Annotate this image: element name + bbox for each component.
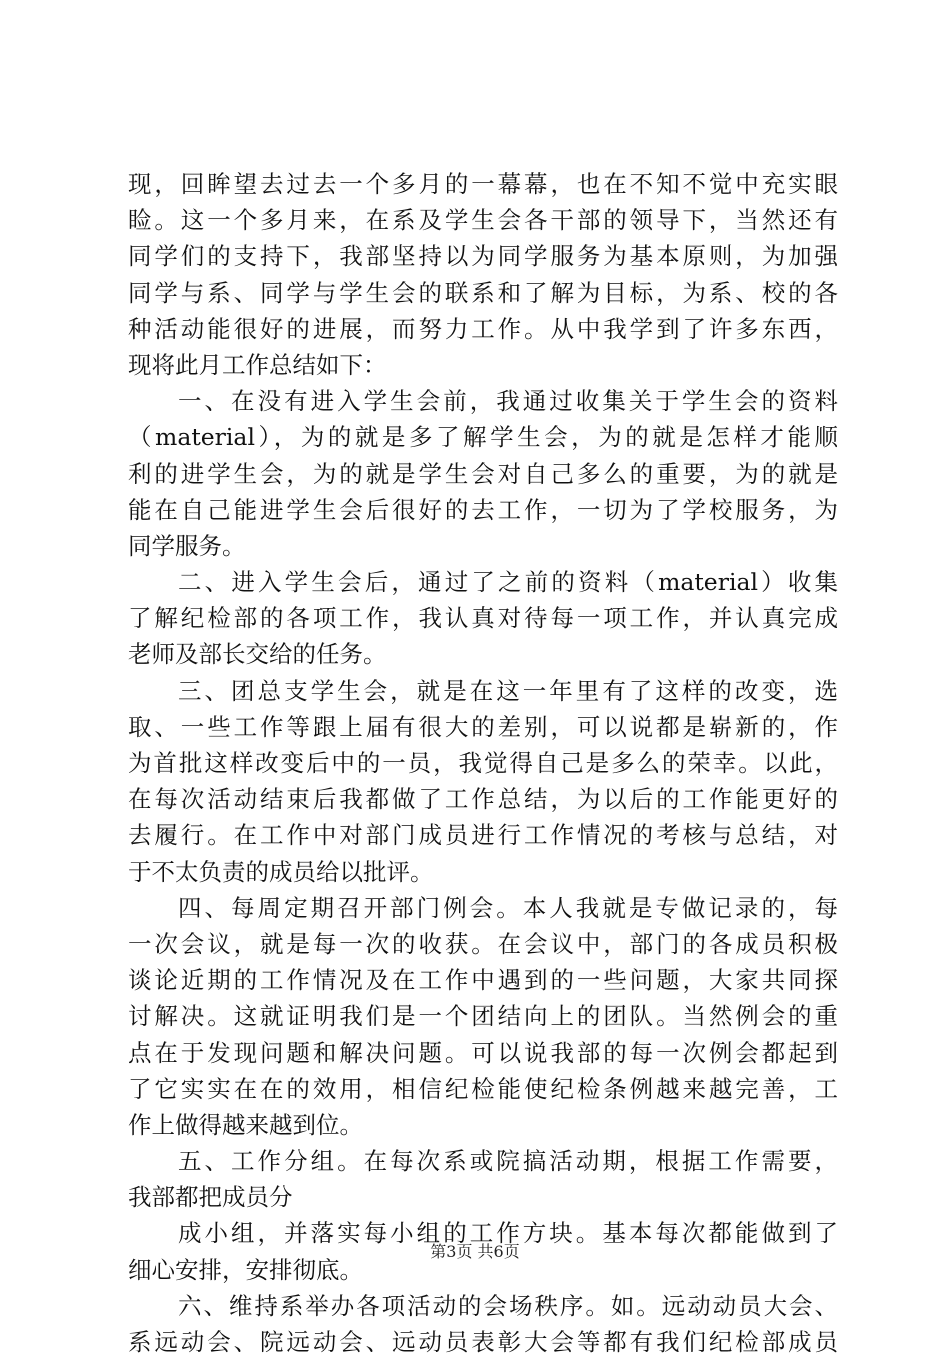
text-line: 在每次活动结束后我都做了工作总结，为以后的工作能更好的 (128, 785, 838, 814)
text-line: 现将此月工作总结如下： (128, 350, 387, 379)
text-line: 同学与系、同学与学生会的联系和了解为目标，为系、校的各 (128, 278, 838, 307)
text-line: 四、每周定期召开部门例会。本人我就是专做记录的，每 (178, 893, 838, 922)
text-line: 能在自己能进学生会后很好的去工作，一切为了学校服务，为 (128, 495, 838, 524)
text-line: 一、在没有进入学生会前，我通过收集关于学生会的资料 (178, 387, 838, 416)
text-line: 二、进入学生会后，通过了之前的资料（material）收集 (178, 568, 838, 597)
text-line: 五、工作分组。在每次系或院搞活动期，根据工作需要， (178, 1147, 838, 1176)
text-line: 三、团总支学生会，就是在这一年里有了这样的改变，选 (178, 676, 838, 705)
text-line: 同学服务。 (128, 531, 246, 560)
text-line: 种活动能很好的进展，而努力工作。从中我学到了许多东西， (128, 314, 838, 343)
text-line: 系远动会、院远动会、远动员表彰大会等都有我们纪检部成员 (128, 1328, 838, 1356)
text-line: 谈论近期的工作情况及在工作中遇到的一些问题，大家共同探 (128, 966, 838, 995)
text-line: 了它实实在在的效用，相信纪检能使纪检条例越来越完善，工 (128, 1074, 838, 1103)
text-line: 六、维持系举办各项活动的会场秩序。如。远动动员大会、 (178, 1291, 838, 1320)
page-footer: 第3页 共6页 (430, 1242, 520, 1261)
text-line: 睑。这一个多月来，在系及学生会各干部的领导下，当然还有 (128, 206, 838, 235)
text-line: 老师及部长交给的任务。 (128, 640, 387, 669)
text-line: 同学们的支持下，我部坚持以为同学服务为基本原则，为加强 (128, 242, 838, 271)
text-line: 于不太负责的成员给以批评。 (128, 857, 434, 886)
text-line: 细心安排，安排彻底。 (128, 1255, 363, 1284)
document-body (128, 166, 838, 1360)
text-line: （material），为的就是多了解学生会，为的就是怎样才能顺 (128, 423, 838, 452)
text-line: 一次会议，就是每一次的收获。在会议中，部门的各成员积极 (128, 929, 838, 958)
text-line: 利的进学生会，为的就是学生会对自己多么的重要，为的就是 (128, 459, 838, 488)
text-line: 取、一些工作等跟上届有很大的差别，可以说都是崭新的，作 (128, 712, 838, 741)
text-line: 了解纪检部的各项工作，我认真对待每一项工作，并认真完成 (128, 604, 838, 633)
text-line: 去履行。在工作中对部门成员进行工作情况的考核与总结，对 (128, 821, 838, 850)
text-line: 成小组，并落实每小组的工作方块。基本每次都能做到了 (178, 1219, 838, 1248)
text-line: 作上做得越来越到位。 (128, 1110, 363, 1139)
text-line: 我部都把成员分 (128, 1183, 293, 1212)
text-line: 为首批这样改变后中的一员，我觉得自己是多么的荣幸。以此， (128, 749, 838, 777)
text-line: 点在于发现问题和解决问题。可以说我部的每一次例会都起到 (128, 1038, 838, 1067)
text-line: 讨解决。这就证明我们是一个团结向上的团队。当然例会的重 (128, 1002, 838, 1031)
text-line: 现，回眸望去过去一个多月的一幕幕，也在不知不觉中充实眼 (128, 170, 838, 198)
